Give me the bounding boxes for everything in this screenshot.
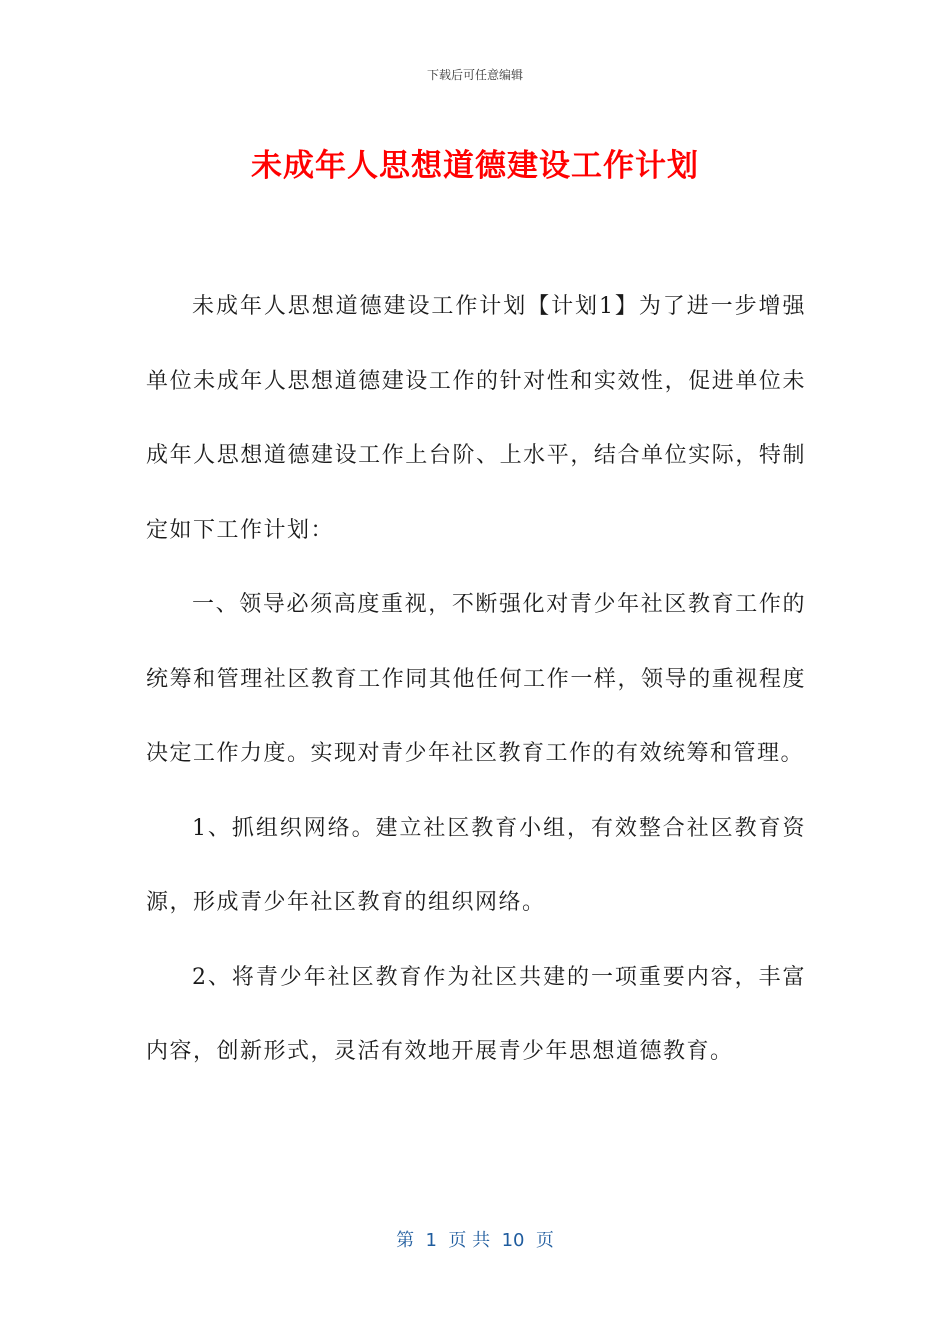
paragraph-item-2: 2、将青少年社区教育作为社区共建的一项重要内容，丰富内容，创新形式，灵活有效地开展青少年思想道德教育。 xyxy=(146,964,806,1064)
header-note: 下载后可任意编辑 xyxy=(426,68,523,82)
paragraph-intro: 未成年人思想道德建设工作计划【计划1】为了进一步增强单位未成年人思想道德建设工作的针对性和实效性，促进单位未成年人思想道德建设工作上台阶、上水平，结合单位实际，特制定如下工作计划： xyxy=(146,294,806,543)
page-number-footer: 第 1 页 共 10 页 xyxy=(396,1230,554,1251)
paragraph-section-1: 一、领导必须高度重视，不断强化对青少年社区教育工作的统筹和管理社区教育工作同其他任何工作一样，领导的重视程度决定工作力度。实现对青少年社区教育工作的有效统筹和管理。 xyxy=(146,592,806,766)
document-body xyxy=(146,270,806,1090)
document-title: 未成年人思想道德建设工作计划 xyxy=(251,148,699,184)
paragraph-item-1: 1、抓组织网络。建立社区教育小组，有效整合社区教育资源，形成青少年社区教育的组织网络。 xyxy=(146,815,806,915)
